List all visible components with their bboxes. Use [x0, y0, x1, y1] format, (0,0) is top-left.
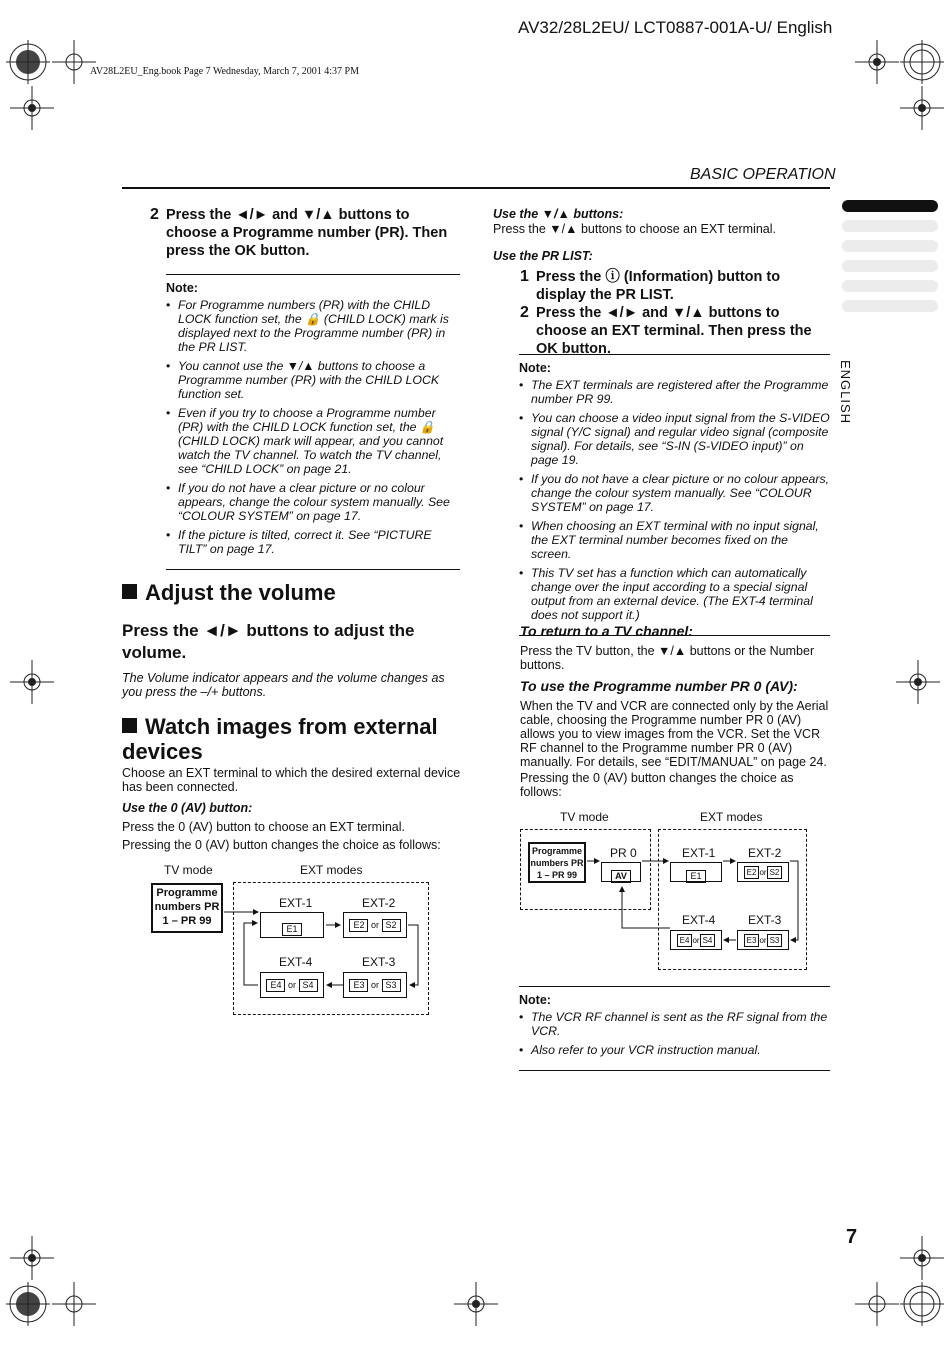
note-list — [519, 1010, 830, 1057]
use-av-line-2: Pressing the 0 (AV) button changes the choice as follows: — [122, 838, 441, 852]
crosshair-icon — [896, 660, 940, 704]
note-item: • You can choose a video input signal from the S-VIDEO signal (Y/C signal) and regular video signal (composite signal). For details, see “S-IN (S-VIDEO input)” on page 19. — [519, 411, 830, 467]
section-tabs — [842, 200, 938, 320]
volume-instruction: Press the ◄/► buttons to adjust the volume. — [122, 621, 415, 662]
header-rule — [122, 187, 830, 189]
diagram-arrows — [580, 840, 810, 960]
step-number: 2 — [520, 304, 529, 321]
heading-adjust-volume: Adjust the volume — [122, 580, 462, 605]
e2-chip: E2 — [744, 866, 760, 879]
ext-4-label: EXT-4 — [279, 955, 313, 969]
e3-chip: E3 — [349, 979, 368, 992]
section-title: BASIC OPERATION — [690, 166, 836, 183]
ext-3-label: EXT-3 — [748, 913, 782, 927]
note-item: • Even if you try to choose a Programme number (PR) with the CHILD LOCK function set, the 🔒 (CHILD LOCK) mark will appear, and you cannot watch the TV channel. To watch the TV channel, see “CHILD LOCK” on page 21. — [166, 406, 460, 476]
s4-chip: S4 — [700, 934, 716, 947]
e4-chip: E4 — [677, 934, 693, 947]
use-av-title: Use the 0 (AV) button: — [122, 801, 253, 815]
ext-2-box: E2 or S2 — [737, 862, 789, 882]
note-item: • If you do not have a clear picture or no colour appears, change the colour system manually. See “COLOUR SYSTEM” on page 17. — [519, 472, 830, 514]
crosshair-icon — [52, 1282, 96, 1326]
note-item: • If the picture is tilted, correct it. See “PICTURE TILT” on page 17. — [166, 528, 460, 556]
note-item: • The VCR RF channel is sent as the RF signal from the VCR. — [519, 1010, 830, 1038]
ext-modes-label: EXT modes — [700, 810, 763, 824]
note-item: • The EXT terminals are registered after the Programme number PR 99. — [519, 378, 830, 406]
tab-active — [842, 200, 938, 212]
note-item: • For Programme numbers (PR) with the CHILD LOCK function set, the 🔒 (CHILD LOCK) mark is displayed next to the Programme number (PR) in the PR LIST. — [166, 298, 460, 354]
use-arrows-text: Press the ▼/▲ buttons to choose an EXT terminal. — [493, 222, 776, 236]
crosshair-icon — [10, 86, 54, 130]
page-number: 7 — [846, 1226, 858, 1248]
crosshair-icon — [855, 1282, 899, 1326]
programme-numbers-box: Programme numbers PR 1 – PR 99 — [528, 842, 586, 883]
av-chip: AV — [611, 870, 631, 883]
crosshair-icon — [454, 1282, 498, 1326]
s3-chip: S3 — [382, 979, 401, 992]
note-box — [519, 986, 830, 1071]
e3-chip: E3 — [744, 934, 760, 947]
note-list — [519, 378, 830, 622]
prlist-step-2 — [520, 304, 831, 358]
crosshair-icon — [855, 40, 899, 84]
s2-chip: S2 — [382, 919, 401, 932]
use-prlist-title: Use the PR LIST: — [493, 249, 593, 263]
programme-numbers-box: Programme numbers PR 1 – PR 99 — [151, 883, 223, 933]
tab — [842, 300, 938, 312]
s2-chip: S2 — [767, 866, 783, 879]
document-code: AV32/28L2EU/ LCT0887-001A-U/ English — [518, 18, 833, 37]
return-text: Press the TV button, the ▼/▲ buttons or the Number buttons. — [520, 644, 815, 672]
ext-4-box: E4 or S4 — [670, 930, 722, 950]
note-item: • When choosing an EXT terminal with no input signal, the EXT terminal number becomes fixed on the screen. — [519, 519, 830, 561]
tab — [842, 260, 938, 272]
external-intro: Choose an EXT terminal to which the desired external device has been connected. — [122, 766, 461, 794]
ext-3-label: EXT-3 — [362, 955, 396, 969]
note-item: • You cannot use the ▼/▲ buttons to choose a Programme number (PR) with the CHILD LOCK function set. — [166, 359, 460, 401]
pr0-text-2: Pressing the 0 (AV) button changes the choice as follows: — [520, 771, 794, 799]
e1-chip: E1 — [282, 923, 301, 936]
pr0-label: PR 0 — [610, 846, 637, 860]
e1-chip: E1 — [686, 870, 705, 883]
volume-description: The Volume indicator appears and the volume changes as you press the –/+ buttons. — [122, 671, 445, 699]
step-2 — [150, 206, 461, 260]
e4-chip: E4 — [266, 979, 285, 992]
return-title: To return to a TV channel: — [520, 623, 693, 639]
language-tab-label: ENGLISH — [838, 360, 853, 425]
ext-1-label: EXT-1 — [682, 846, 716, 860]
step-number: 2 — [150, 206, 159, 223]
step-text: Press the ◄/► and ▼/▲ buttons to choose a Programme number (PR). Then press the OK button. — [166, 207, 448, 259]
note-list — [166, 298, 460, 556]
ext-2-label: EXT-2 — [362, 896, 396, 910]
ext-modes-label: EXT modes — [300, 863, 363, 877]
note-item: • If you do not have a clear picture or no colour appears, change the colour system manually. See “COLOUR SYSTEM” on page 17. — [166, 481, 460, 523]
pr0-text: When the TV and VCR are connected only by the Aerial cable, choosing the Programme number PR 0 (AV) allows you to view images from the VCR. Set the VCR RF channel to the Programme number PR 0 (AV) manually. For details, see “EDIT/MANUAL” on page 24. — [520, 699, 829, 769]
use-arrows-title: Use the ▼/▲ buttons: — [493, 207, 624, 221]
step-text: Press the ◄/► and ▼/▲ buttons to choose an EXT terminal. Then press the OK button. — [536, 305, 812, 357]
crosshair-icon — [10, 660, 54, 704]
ext-3-box: E3 or S3 — [737, 930, 789, 950]
note-box — [519, 354, 830, 636]
book-info-line: AV28L2EU_Eng.book Page 7 Wednesday, March 7, 2001 4:37 PM — [90, 66, 359, 77]
registration-mark-icon — [6, 40, 50, 84]
s3-chip: S3 — [767, 934, 783, 947]
prlist-step-1 — [520, 268, 831, 304]
step-number: 1 — [520, 268, 529, 285]
ext-2-label: EXT-2 — [748, 846, 782, 860]
crosshair-icon — [10, 1236, 54, 1280]
square-bullet-icon — [122, 584, 137, 599]
tab — [842, 280, 938, 292]
heading-external-devices: Watch images from external devices — [122, 714, 438, 764]
note-item: • This TV set has a function which can automatically change over the input according to a special signal output from an external device. (The EXT-4 terminal does not support it.) — [519, 566, 830, 622]
crosshair-icon — [900, 86, 944, 130]
use-av-line-1: Press the 0 (AV) button to choose an EXT terminal. — [122, 820, 406, 834]
ext-2-box: E2 or S2 — [343, 912, 407, 938]
ext-1-label: EXT-1 — [279, 896, 313, 910]
ext-4-box: E4 or S4 — [260, 972, 324, 998]
diagram-arrows — [140, 880, 440, 1020]
crosshair-icon — [52, 40, 96, 84]
ext-4-label: EXT-4 — [682, 913, 716, 927]
s4-chip: S4 — [299, 979, 318, 992]
e2-chip: E2 — [349, 919, 368, 932]
pr0-title: To use the Programme number PR 0 (AV): — [520, 678, 798, 694]
square-bullet-icon — [122, 718, 137, 733]
note-box — [166, 274, 460, 570]
registration-mark-icon — [900, 1282, 944, 1326]
tv-mode-label: TV mode — [164, 863, 213, 877]
note-item: • Also refer to your VCR instruction manual. — [519, 1043, 830, 1057]
registration-mark-icon — [900, 40, 944, 84]
note-title: Note: — [519, 993, 551, 1007]
crosshair-icon — [900, 1236, 944, 1280]
tab — [842, 240, 938, 252]
tv-mode-label: TV mode — [560, 810, 609, 824]
note-title: Note: — [519, 361, 551, 375]
ext-3-box: E3 or S3 — [343, 972, 407, 998]
tab — [842, 220, 938, 232]
step-text: Press the ⓘ (Information) button to display the PR LIST. — [536, 269, 781, 303]
registration-mark-icon — [6, 1282, 50, 1326]
note-title: Note: — [166, 281, 198, 295]
